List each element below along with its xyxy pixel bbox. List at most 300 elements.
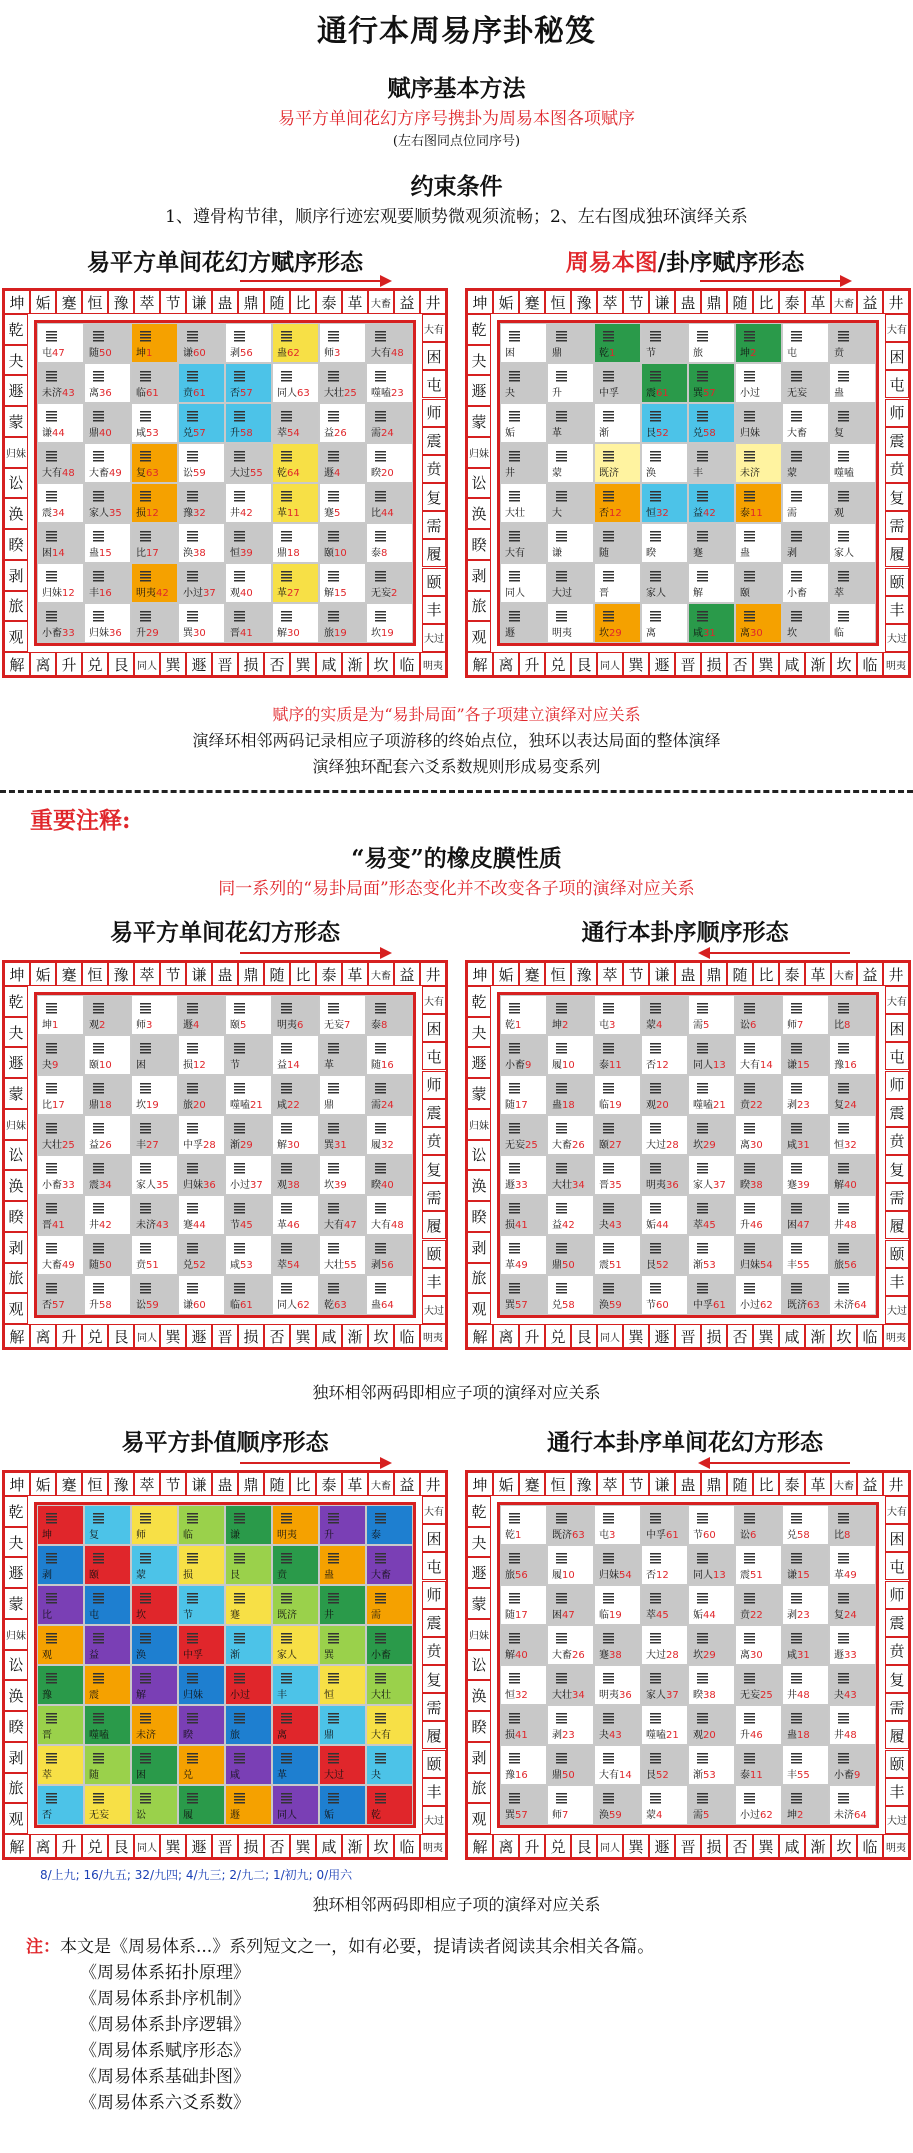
hexagram-label: 小过 <box>230 1690 250 1701</box>
hexagram-label: 夬 <box>371 1770 381 1781</box>
hexagram-icon <box>187 451 198 463</box>
edge-left-label: 遯 <box>467 1557 491 1588</box>
hexagram-label: 随50 <box>89 1260 112 1271</box>
hexagram-cell <box>84 1275 131 1315</box>
edge-left-label: 涣 <box>4 1170 28 1201</box>
hexagram-icon <box>187 611 198 623</box>
edge-top-label: 鼎 <box>238 962 264 986</box>
hexagram-icon <box>603 1243 614 1255</box>
hexagram-label: 归妹36 <box>183 1180 216 1191</box>
hexagram-label: 大过28 <box>646 1140 679 1151</box>
edge-bottom-label: 遯 <box>186 652 212 676</box>
hexagram-cell <box>225 1035 272 1075</box>
hexagram-icon <box>281 1633 292 1645</box>
hexagram-icon <box>791 1163 802 1175</box>
hexagram-cell <box>37 563 84 603</box>
hexagram-label: 损41 <box>505 1730 528 1741</box>
hexagram-cell <box>688 483 735 523</box>
hexagram-cell <box>272 563 319 603</box>
hexagram-cell <box>782 1545 829 1585</box>
hexagram-cell <box>131 483 178 523</box>
note-item-3[interactable]: 《周易体系卦序逻辑》 <box>80 2015 250 2035</box>
hexagram-cell <box>594 1115 641 1155</box>
hexagram-icon <box>234 1753 245 1765</box>
hexagram-icon <box>650 1283 661 1295</box>
hexagram-label: 履32 <box>371 1140 394 1151</box>
hexagram-cell <box>688 1035 735 1075</box>
hexagram-cell <box>547 323 594 363</box>
hexagram-label: 革 <box>552 428 562 439</box>
edge-bottom-label: 明夷 <box>883 652 909 676</box>
hexagram-icon <box>603 331 614 343</box>
hexagram-cell <box>366 1035 413 1075</box>
edge-bottom-label: 遯 <box>649 1324 675 1348</box>
edge-left-label: 蒙 <box>4 1078 28 1109</box>
hexagram-label: 家人37 <box>693 1180 726 1191</box>
hexagram-icon <box>509 1633 520 1645</box>
hexagram-icon <box>838 1673 849 1685</box>
edge-top-label: 大畜 <box>831 290 857 314</box>
hexagram-label: 比17 <box>136 548 159 559</box>
hexagram-label: 大壮25 <box>42 1140 75 1151</box>
hexagram-cell <box>547 403 594 443</box>
hexagram-icon <box>140 1283 151 1295</box>
edge-left-label: 旅 <box>467 591 491 622</box>
hexagram-label: 益26 <box>89 1140 112 1151</box>
edge-bottom-label: 明夷 <box>420 652 446 676</box>
hexagram-label: 涣 <box>646 468 656 479</box>
hexagram-icon <box>187 411 198 423</box>
hexagram-label: 小过37 <box>183 588 216 599</box>
section-basic-method-title: 赋序基本方法 <box>387 75 526 102</box>
hexagram-label: 无妄25 <box>505 1140 538 1151</box>
hexagram-icon <box>509 571 520 583</box>
hexagram-label: 讼59 <box>136 1300 159 1311</box>
hexagram-label: 小畜 <box>787 588 807 599</box>
note-item-4[interactable]: 《周易体系赋序形态》 <box>80 2041 250 2061</box>
hexagram-cell <box>319 1705 366 1745</box>
hexagram-cell <box>225 1155 272 1195</box>
edge-left-label: 讼 <box>467 1650 491 1681</box>
hexagram-label: 否12 <box>646 1570 669 1581</box>
hexagram-cell <box>500 1275 547 1315</box>
edge-top-label: 井 <box>420 1472 446 1496</box>
hexagram-icon <box>328 1243 339 1255</box>
hexagram-icon <box>46 1163 57 1175</box>
hexagram-label: 师3 <box>136 1020 153 1031</box>
edge-bottom-label: 巽 <box>753 1834 779 1858</box>
hexagram-cell <box>319 323 366 363</box>
hexagram-icon <box>234 1633 245 1645</box>
note-item-1[interactable]: 《周易体系拓扑原理》 <box>80 1963 250 1983</box>
edge-top-label: 鼎 <box>701 290 727 314</box>
hexagram-cell <box>178 1505 225 1545</box>
edge-left-label: 涣 <box>4 498 28 529</box>
edge-bottom-label: 渐 <box>805 1324 831 1348</box>
edge-right-label: 震 <box>885 427 909 455</box>
hexagram-cell <box>688 1195 735 1235</box>
hexagram-label: 贲61 <box>183 388 206 399</box>
edge-top-label: 谦 <box>186 962 212 986</box>
hexagram-label: 小畜9 <box>834 1770 861 1781</box>
hexagram-label: 噬嗑21 <box>693 1100 726 1111</box>
hexagram-label: 泰 <box>371 1530 381 1541</box>
hexagram-cell <box>319 1665 366 1705</box>
edge-bottom-label: 巽 <box>753 1324 779 1348</box>
hexagram-icon <box>791 1283 802 1295</box>
hexagram-icon <box>328 1283 339 1295</box>
hexagram-icon <box>93 1673 104 1685</box>
hexagram-icon <box>46 1243 57 1255</box>
edge-bottom-label: 巽 <box>623 652 649 676</box>
hexagram-cell <box>735 995 782 1035</box>
hexagram-cell <box>131 1785 178 1825</box>
edge-left-label: 讼 <box>4 1140 28 1171</box>
hexagram-label: 同人62 <box>277 1300 310 1311</box>
hexagram-cell <box>84 1075 131 1115</box>
hexagram-label: 豫16 <box>505 1770 528 1781</box>
hexagram-icon <box>93 1123 104 1135</box>
hexagram-cell <box>688 443 735 483</box>
hexagram-label: 恒32 <box>834 1140 857 1151</box>
hexagram-icon <box>140 491 151 503</box>
hexagram-cell <box>366 563 413 603</box>
hexagram-icon <box>328 1123 339 1135</box>
hexagram-label: 大过 <box>324 1770 344 1781</box>
hexagram-icon <box>697 1243 708 1255</box>
hexagram-cell <box>500 403 547 443</box>
hexagram-label: 需5 <box>693 1020 710 1031</box>
hexagram-icon <box>509 531 520 543</box>
edge-top-label: 蛊 <box>675 1472 701 1496</box>
edge-bottom-label: 升 <box>56 652 82 676</box>
hexagram-cell <box>84 1235 131 1275</box>
hexagram-label: 大过28 <box>646 1650 679 1661</box>
hexagram-cell <box>688 1745 735 1785</box>
hexagram-icon <box>328 531 339 543</box>
hexagram-label: 震34 <box>42 508 65 519</box>
hexagram-icon <box>603 1753 614 1765</box>
edge-bottom-label: 兑 <box>545 1324 571 1348</box>
hexagram-icon <box>556 1593 567 1605</box>
hexagram-icon <box>46 1753 57 1765</box>
hexagram-icon <box>187 1283 198 1295</box>
hexagram-label: 需24 <box>371 1100 394 1111</box>
hexagram-icon <box>140 1123 151 1135</box>
hexagram-icon <box>46 1553 57 1565</box>
hexagram-cell <box>547 995 594 1035</box>
note-item-6[interactable]: 《周易体系六爻系数》 <box>80 2093 250 2113</box>
hexagram-icon <box>234 491 245 503</box>
hexagram-cell <box>225 1505 272 1545</box>
edge-left-label: 剥 <box>4 560 28 591</box>
edge-left-label: 旅 <box>467 1773 491 1804</box>
edge-bottom-label: 咸 <box>779 1324 805 1348</box>
hexagram-icon <box>328 1673 339 1685</box>
hexagram-cell <box>225 1665 272 1705</box>
hexagram-label: 噬嗑21 <box>646 1730 679 1741</box>
edge-right-label: 大有 <box>422 986 446 1014</box>
hexagram-icon <box>556 1123 567 1135</box>
edge-top-label: 蹇 <box>519 290 545 314</box>
hexagram-cell <box>178 523 225 563</box>
hexagram-cell <box>547 1075 594 1115</box>
hexagram-icon <box>375 1633 386 1645</box>
hexagram-icon <box>838 1553 849 1565</box>
edge-bottom-label: 巽 <box>753 652 779 676</box>
hexagram-cell <box>735 603 782 643</box>
edge-left-label: 夬 <box>467 1527 491 1558</box>
hexagram-icon <box>697 1163 708 1175</box>
edge-top-label: 蛊 <box>675 290 701 314</box>
hexagram-icon <box>603 1043 614 1055</box>
hexagram-label: 升58 <box>230 428 253 439</box>
hexagram-cell <box>829 1625 876 1665</box>
hexagram-label: 坎19 <box>136 1100 159 1111</box>
hexagram-icon <box>603 1123 614 1135</box>
edge-bottom-label: 艮 <box>108 1324 134 1348</box>
hexagram-icon <box>328 1753 339 1765</box>
hexagram-icon <box>375 1793 386 1805</box>
hexagram-label: 遯4 <box>183 1020 200 1031</box>
hexagram-cell <box>131 1075 178 1115</box>
hexagram-label: 大畜 <box>371 1570 391 1581</box>
hexagram-label: 睽20 <box>371 468 394 479</box>
hexagram-cell <box>225 403 272 443</box>
hexagram-cell <box>782 1705 829 1745</box>
hexagram-label: 临 <box>834 628 844 639</box>
hexagram-icon <box>375 1163 386 1175</box>
hexagram-label: 离36 <box>89 388 112 399</box>
hexagram-cell <box>688 1585 735 1625</box>
edge-bottom-label: 晋 <box>212 1324 238 1348</box>
hexagram-cell <box>272 523 319 563</box>
hexagram-label: 讼6 <box>740 1530 757 1541</box>
hexagram-icon <box>838 1163 849 1175</box>
hexagram-cell <box>500 1035 547 1075</box>
edge-right-label: 需 <box>885 1183 909 1211</box>
edge-bottom-label: 升 <box>519 1834 545 1858</box>
hexagram-icon <box>93 1003 104 1015</box>
hexagram-icon <box>187 1043 198 1055</box>
hexagram-icon <box>93 1633 104 1645</box>
edge-bottom-label: 同人 <box>134 1834 160 1858</box>
edge-bottom-label: 否 <box>727 1834 753 1858</box>
edge-top-label: 随 <box>727 962 753 986</box>
hexagram-cell <box>272 1665 319 1705</box>
hexagram-label: 颐 <box>89 1570 99 1581</box>
edge-top-label: 鼎 <box>701 1472 727 1496</box>
hexagram-icon <box>744 1753 755 1765</box>
edge-bottom-label: 咸 <box>779 652 805 676</box>
hexagram-icon <box>140 1633 151 1645</box>
hexagram-label: 同人 <box>277 1810 297 1821</box>
arrow-left-icon <box>700 952 850 954</box>
hexagram-cell <box>500 1585 547 1625</box>
hexagram-icon <box>93 1513 104 1525</box>
hexagram-icon <box>744 1513 755 1525</box>
edge-bottom-label: 艮 <box>108 652 134 676</box>
edge-bottom-label: 巽 <box>290 1834 316 1858</box>
edge-top-label: 比 <box>290 962 316 986</box>
edge-bottom-label: 巽 <box>160 1324 186 1348</box>
hexagram-label: 晋41 <box>230 628 253 639</box>
hexagram-label: 萃 <box>42 1770 52 1781</box>
hexagram-icon <box>46 411 57 423</box>
hexagram-cell <box>319 1035 366 1075</box>
hexagram-cell <box>782 523 829 563</box>
hexagram-cell <box>547 1665 594 1705</box>
hexagram-icon <box>650 331 661 343</box>
edge-right-label: 震 <box>422 1099 446 1127</box>
edge-bottom-label: 巽 <box>623 1834 649 1858</box>
hexagram-label: 蒙 <box>136 1570 146 1581</box>
edge-bottom-label: 渐 <box>805 1834 831 1858</box>
hexagram-icon <box>140 331 151 343</box>
hexagram-cell <box>782 403 829 443</box>
hexagram-cell <box>37 1625 84 1665</box>
hexagram-icon <box>744 1793 755 1805</box>
hexagram-cell <box>500 563 547 603</box>
hexagram-label: 小畜9 <box>505 1060 532 1071</box>
hexagram-icon <box>509 491 520 503</box>
hexagram-cell <box>319 1075 366 1115</box>
hexagram-icon <box>697 1123 708 1135</box>
hexagram-cell <box>547 1115 594 1155</box>
edge-top-label: 革 <box>342 290 368 314</box>
edge-top-label: 萃 <box>134 290 160 314</box>
hexagram-label: 井 <box>505 468 515 479</box>
hexagram-cell <box>688 603 735 643</box>
edge-top-label: 鼎 <box>238 1472 264 1496</box>
hexagram-label: 丰 <box>277 1690 287 1701</box>
hexagram-icon <box>234 1593 245 1605</box>
hexagram-label: 兑58 <box>693 428 716 439</box>
edge-left-label: 蒙 <box>4 1588 28 1619</box>
hexagram-icon <box>603 531 614 543</box>
hexagram-cell <box>641 1155 688 1195</box>
hexagram-icon <box>556 1283 567 1295</box>
edge-top-label: 恒 <box>545 962 571 986</box>
hexagram-label: 大有48 <box>371 1220 404 1231</box>
hexagram-icon <box>93 1713 104 1725</box>
hexagram-icon <box>791 1513 802 1525</box>
edge-top-label: 井 <box>420 962 446 986</box>
hexagram-label: 鼎50 <box>552 1770 575 1781</box>
hexagram-icon <box>838 1753 849 1765</box>
hexagram-cell <box>37 995 84 1035</box>
hexagram-icon <box>375 1043 386 1055</box>
hexagram-cell <box>829 443 876 483</box>
hexagram-icon <box>234 1123 245 1135</box>
edge-top-label: 姤 <box>493 290 519 314</box>
hexagram-cell <box>225 1705 272 1745</box>
edge-right-label: 复 <box>422 1155 446 1183</box>
hexagram-label: 大过 <box>552 588 572 599</box>
edge-left-label: 旅 <box>4 591 28 622</box>
hexagram-label: 观40 <box>230 588 253 599</box>
hexagram-label: 大壮25 <box>324 388 357 399</box>
hexagram-cell <box>735 1075 782 1115</box>
hexagram-icon <box>744 1123 755 1135</box>
hexagram-icon <box>838 1203 849 1215</box>
hexagram-label: 大畜49 <box>89 468 122 479</box>
hexagram-cell <box>782 1075 829 1115</box>
hexagram-icon <box>650 491 661 503</box>
edge-right-label: 贲 <box>885 1637 909 1665</box>
hexagram-cell <box>178 563 225 603</box>
hexagram-icon <box>650 371 661 383</box>
hexagram-icon <box>650 1043 661 1055</box>
hexagram-cell <box>366 1705 413 1745</box>
grid-e-title: 易平方卦值顺序形态 <box>121 1429 329 1456</box>
hexagram-cell <box>178 1785 225 1825</box>
hexagram-label: 比44 <box>371 508 394 519</box>
note-item-2[interactable]: 《周易体系卦序机制》 <box>80 1989 250 2009</box>
edge-left-label: 归妹 <box>467 1619 491 1650</box>
hexagram-label: 遯 <box>230 1810 240 1821</box>
edge-left-label: 夬 <box>4 1527 28 1558</box>
edge-bottom-label: 咸 <box>779 1834 805 1858</box>
hexagram-label: 益42 <box>693 508 716 519</box>
hexagram-cell <box>829 1785 876 1825</box>
hexagram-label: 恒32 <box>646 508 669 519</box>
hexagram-cell <box>366 603 413 643</box>
hexagram-label: 需5 <box>693 1810 710 1821</box>
hexagram-label: 节60 <box>693 1530 716 1541</box>
hexagram-icon <box>650 411 661 423</box>
note-item-5[interactable]: 《周易体系基础卦图》 <box>80 2067 250 2087</box>
grid-b-title-red: 周易本图 <box>565 249 658 276</box>
hexagram-cell <box>641 1545 688 1585</box>
hexagram-label: 既济63 <box>787 1300 820 1311</box>
hexagram-cell <box>688 1235 735 1275</box>
edge-left-label: 遯 <box>4 1047 28 1078</box>
hexagram-label: 咸53 <box>230 1260 253 1271</box>
hexagram-icon <box>650 1673 661 1685</box>
hexagram-icon <box>140 1593 151 1605</box>
hexagram-label: 明夷6 <box>277 1020 304 1031</box>
hexagram-label: 大有14 <box>599 1770 632 1781</box>
edge-top-label: 比 <box>753 1472 779 1496</box>
hexagram-icon <box>697 1553 708 1565</box>
hexagram-cell <box>272 403 319 443</box>
hexagram-cell <box>366 1115 413 1155</box>
hexagram-icon <box>603 611 614 623</box>
edge-top-label: 坤 <box>467 290 493 314</box>
hexagram-label: 归妹54 <box>740 1260 773 1271</box>
hexagram-cell <box>735 1035 782 1075</box>
hexagram-icon <box>328 611 339 623</box>
hexagram-cell <box>500 995 547 1035</box>
edge-bottom-label: 解 <box>467 1834 493 1858</box>
hexagram-label: 否 <box>42 1810 52 1821</box>
hexagram-icon <box>140 1043 151 1055</box>
hexagram-cell <box>131 1115 178 1155</box>
hexagram-label: 解40 <box>834 1180 857 1191</box>
edge-left-label: 睽 <box>467 529 491 560</box>
hexagram-cell <box>735 1505 782 1545</box>
hexagram-icon <box>744 491 755 503</box>
hexagram-cell <box>735 1235 782 1275</box>
hexagram-icon <box>838 1243 849 1255</box>
edge-top-label: 节 <box>160 1472 186 1496</box>
edge-bottom-label: 明夷 <box>883 1324 909 1348</box>
edge-top-label: 豫 <box>108 290 134 314</box>
hexagram-cell <box>319 443 366 483</box>
edge-right-label: 丰 <box>422 1268 446 1296</box>
hexagram-label: 离30 <box>740 1140 763 1151</box>
